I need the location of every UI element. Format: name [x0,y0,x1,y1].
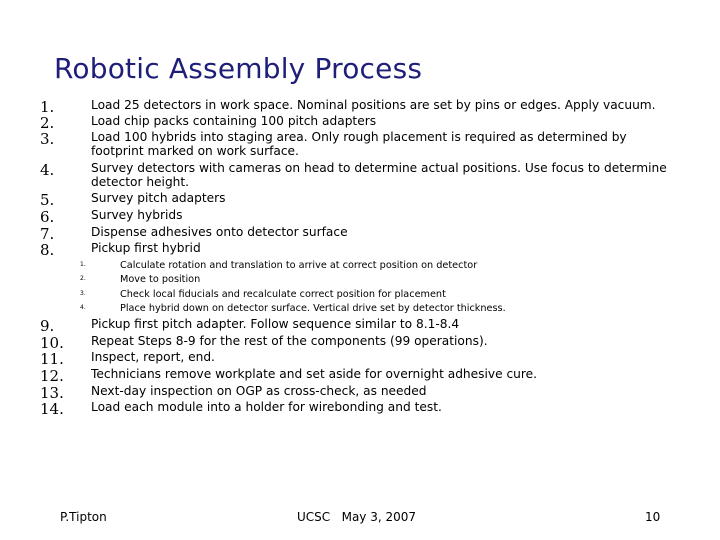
step-text: Load chip packs containing 100 pitch adapters [91,114,377,128]
step-text: Survey hybrids [91,208,183,222]
step-number: 6. [40,208,55,226]
step-number: 8. [40,241,55,259]
step-text: Pickup first hybrid [91,241,201,255]
footer-venue-date: UCSC May 3, 2007 [297,510,417,524]
substep-number: 1. [80,261,86,268]
step-text: Technicians remove workplate and set aside for overnight adhesive cure. [91,367,538,381]
step-number: 12. [40,367,64,385]
substep-text: Calculate rotation and translation to arrive at correct position on detector [120,260,478,271]
step-number: 1. [40,98,55,116]
substep-number: 2. [80,275,86,282]
step-text: Load 25 detectors in work space. Nominal positions are set by pins or edges. Apply vacuum. [91,98,656,112]
step-number: 2. [40,114,55,132]
step-number: 4. [40,161,55,179]
step-text: Survey detectors with cameras on head to determine actual positions. Use focus to determine detector height. [91,161,667,189]
step-number: 7. [40,225,55,243]
footer-page-number: 10 [645,510,661,524]
step-text: Next-day inspection on OGP as cross-check, as needed [91,384,427,398]
step-number: 5. [40,191,55,209]
substep-number: 3. [80,290,86,297]
step-number: 14. [40,400,64,418]
step-number: 13. [40,384,64,402]
step-text: Load 100 hybrids into staging area. Only rough placement is required as determined by footprint marked on work surface. [91,130,627,158]
step-text: Inspect, report, end. [91,350,215,364]
step-number: 9. [40,317,55,335]
step-text: Load each module into a holder for wirebonding and test. [91,400,442,414]
step-text: Survey pitch adapters [91,191,226,205]
step-number: 11. [40,350,64,368]
step-text: Repeat Steps 8-9 for the rest of the components (99 operations). [91,334,488,348]
substep-number: 4. [80,304,86,311]
step-text: Pickup first pitch adapter. Follow sequence similar to 8.1-8.4 [91,317,460,331]
step-number: 3. [40,130,55,148]
slide-title: Robotic Assembly Process [54,52,423,85]
step-text: Dispense adhesives onto detector surface [91,225,348,239]
substep-text: Place hybrid down on detector surface. Vertical drive set by detector thickness. [120,303,506,314]
substep-text: Move to position [120,274,201,285]
substep-text: Check local fiducials and recalculate correct position for placement [120,289,446,300]
footer-author: P.Tipton [60,510,107,524]
step-number: 10. [40,334,64,352]
